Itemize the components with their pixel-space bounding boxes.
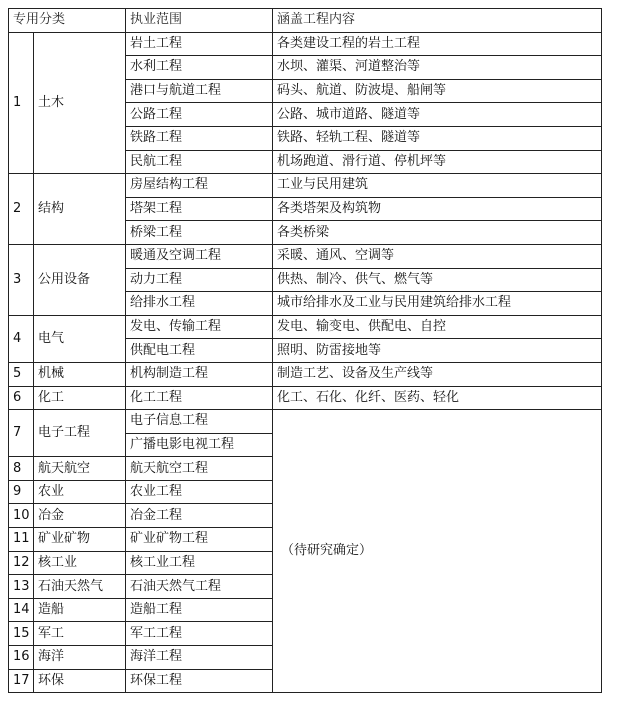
category-name: 公用设备 bbox=[34, 244, 126, 315]
content-cell: 水坝、灌渠、河道整治等 bbox=[273, 56, 602, 80]
scope-cell: 给排水工程 bbox=[126, 292, 273, 316]
scope-cell: 化工工程 bbox=[126, 386, 273, 410]
row-number: 8 bbox=[9, 457, 34, 481]
category-name: 结构 bbox=[34, 174, 126, 245]
table-row bbox=[9, 362, 602, 386]
category-name: 机械 bbox=[34, 362, 126, 386]
scope-cell: 房屋结构工程 bbox=[126, 174, 273, 198]
scope-cell: 岩土工程 bbox=[126, 32, 273, 56]
content-cell: 铁路、轻轨工程、隧道等 bbox=[273, 126, 602, 150]
category-name: 冶金 bbox=[34, 504, 126, 528]
scope-cell: 供配电工程 bbox=[126, 339, 273, 363]
row-number: 3 bbox=[9, 244, 34, 315]
content-cell: 采暖、通风、空调等 bbox=[273, 244, 602, 268]
scope-cell: 水利工程 bbox=[126, 56, 273, 80]
scope-cell: 航天航空工程 bbox=[126, 457, 273, 481]
scope-cell: 冶金工程 bbox=[126, 504, 273, 528]
scope-cell: 广播电影电视工程 bbox=[126, 433, 273, 457]
scope-cell: 环保工程 bbox=[126, 669, 273, 693]
content-cell: 各类桥梁 bbox=[273, 221, 602, 245]
row-number: 6 bbox=[9, 386, 34, 410]
row-number: 4 bbox=[9, 315, 34, 362]
scope-cell: 塔架工程 bbox=[126, 197, 273, 221]
table-row bbox=[9, 386, 602, 410]
category-name: 电气 bbox=[34, 315, 126, 362]
content-cell: 工业与民用建筑 bbox=[273, 174, 602, 198]
row-number: 9 bbox=[9, 480, 34, 504]
content-cell: 各类建设工程的岩土工程 bbox=[273, 32, 602, 56]
row-number: 14 bbox=[9, 598, 34, 622]
pending-note: （待研究确定） bbox=[273, 410, 602, 693]
header-content: 涵盖工程内容 bbox=[273, 9, 602, 33]
scope-cell: 铁路工程 bbox=[126, 126, 273, 150]
category-name: 环保 bbox=[34, 669, 126, 693]
category-name: 农业 bbox=[34, 480, 126, 504]
content-cell: 照明、防雷接地等 bbox=[273, 339, 602, 363]
scope-cell: 海洋工程 bbox=[126, 646, 273, 670]
category-name: 矿业矿物 bbox=[34, 528, 126, 552]
header-category: 专用分类 bbox=[9, 9, 126, 33]
row-number: 7 bbox=[9, 410, 34, 457]
table-row bbox=[9, 32, 602, 56]
category-name: 核工业 bbox=[34, 551, 126, 575]
row-number: 12 bbox=[9, 551, 34, 575]
content-cell: 供热、制冷、供气、燃气等 bbox=[273, 268, 602, 292]
row-number: 1 bbox=[9, 32, 34, 174]
table-row bbox=[9, 410, 602, 434]
content-cell: 制造工艺、设备及生产线等 bbox=[273, 362, 602, 386]
row-number: 13 bbox=[9, 575, 34, 599]
category-name: 石油天然气 bbox=[34, 575, 126, 599]
scope-cell: 港口与航道工程 bbox=[126, 79, 273, 103]
row-number: 5 bbox=[9, 362, 34, 386]
row-number: 11 bbox=[9, 528, 34, 552]
category-name: 化工 bbox=[34, 386, 126, 410]
content-cell: 机场跑道、滑行道、停机坪等 bbox=[273, 150, 602, 174]
content-cell: 化工、石化、化纤、医药、轻化 bbox=[273, 386, 602, 410]
category-name: 造船 bbox=[34, 598, 126, 622]
table-row bbox=[9, 174, 602, 198]
row-number: 16 bbox=[9, 646, 34, 670]
scope-cell: 民航工程 bbox=[126, 150, 273, 174]
category-name: 航天航空 bbox=[34, 457, 126, 481]
content-cell: 各类塔架及构筑物 bbox=[273, 197, 602, 221]
scope-cell: 电子信息工程 bbox=[126, 410, 273, 434]
scope-cell: 发电、传输工程 bbox=[126, 315, 273, 339]
row-number: 10 bbox=[9, 504, 34, 528]
scope-cell: 公路工程 bbox=[126, 103, 273, 127]
scope-cell: 军工工程 bbox=[126, 622, 273, 646]
content-cell: 城市给排水及工业与民用建筑给排水工程 bbox=[273, 292, 602, 316]
content-cell: 公路、城市道路、隧道等 bbox=[273, 103, 602, 127]
row-number: 2 bbox=[9, 174, 34, 245]
scope-cell: 造船工程 bbox=[126, 598, 273, 622]
category-name: 电子工程 bbox=[34, 410, 126, 457]
specialty-table bbox=[8, 8, 602, 693]
scope-cell: 动力工程 bbox=[126, 268, 273, 292]
category-name: 军工 bbox=[34, 622, 126, 646]
scope-cell: 桥梁工程 bbox=[126, 221, 273, 245]
scope-cell: 核工业工程 bbox=[126, 551, 273, 575]
content-cell: 发电、输变电、供配电、自控 bbox=[273, 315, 602, 339]
scope-cell: 石油天然气工程 bbox=[126, 575, 273, 599]
scope-cell: 矿业矿物工程 bbox=[126, 528, 273, 552]
row-number: 15 bbox=[9, 622, 34, 646]
scope-cell: 暖通及空调工程 bbox=[126, 244, 273, 268]
table-row bbox=[9, 244, 602, 268]
row-number: 17 bbox=[9, 669, 34, 693]
header-row bbox=[9, 9, 602, 33]
scope-cell: 农业工程 bbox=[126, 480, 273, 504]
content-cell: 码头、航道、防波堤、船闸等 bbox=[273, 79, 602, 103]
header-scope: 执业范围 bbox=[126, 9, 273, 33]
category-name: 土木 bbox=[34, 32, 126, 174]
scope-cell: 机构制造工程 bbox=[126, 362, 273, 386]
category-name: 海洋 bbox=[34, 646, 126, 670]
table-row bbox=[9, 315, 602, 339]
